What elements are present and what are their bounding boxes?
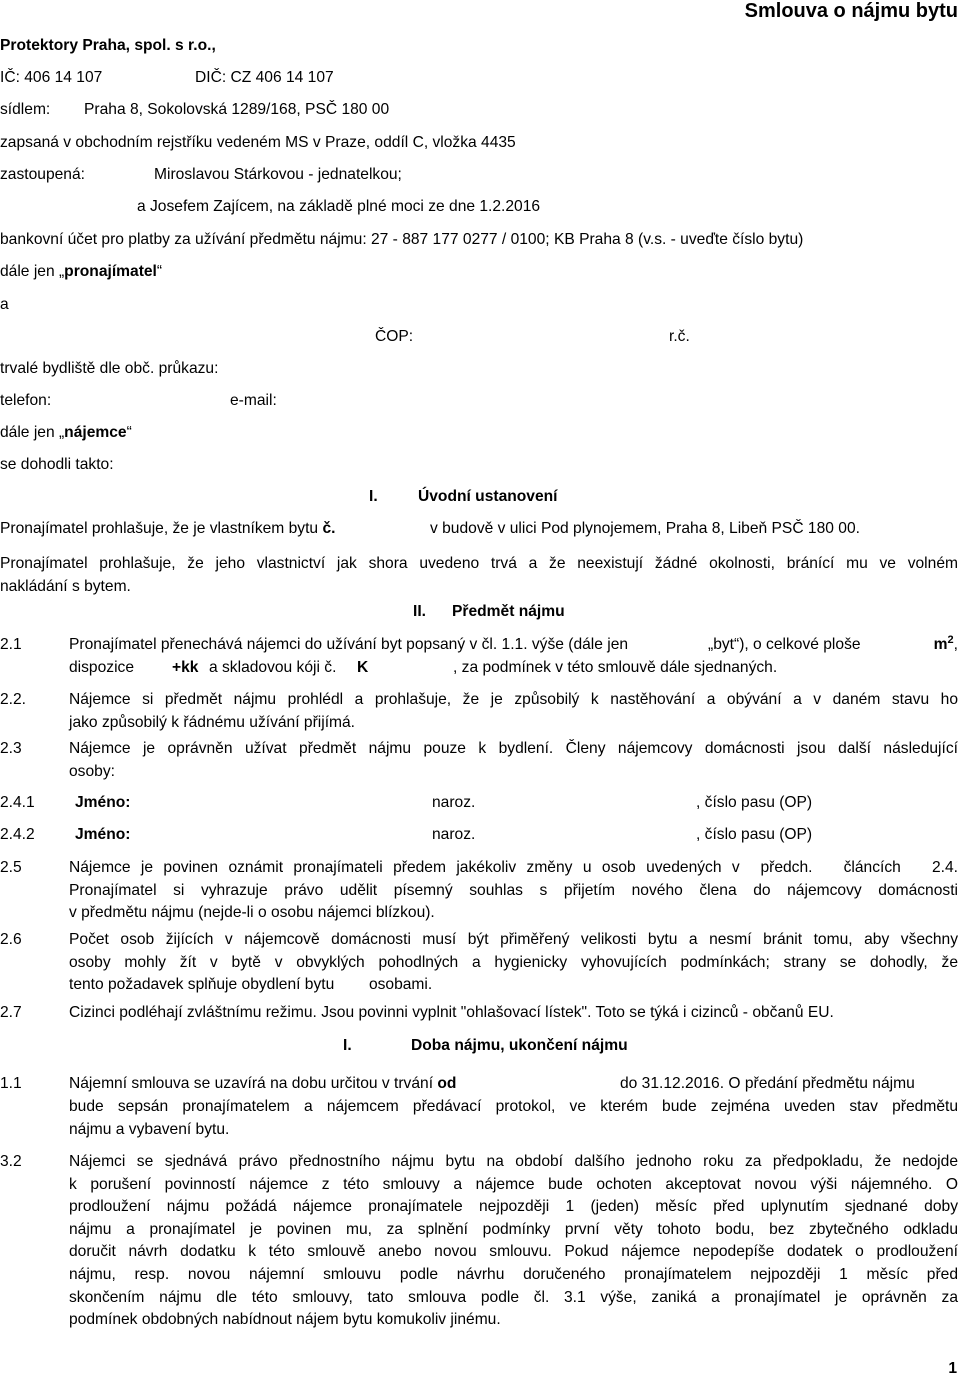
landlord-name: Protektory Praha, spol. s r.o., bbox=[0, 37, 216, 54]
section-2-number: II. bbox=[413, 603, 426, 620]
role-close-quote: “ bbox=[156, 263, 163, 280]
agreed-text: se dohodli takto: bbox=[0, 456, 114, 473]
clause-2-4-1-passport-label: , číslo pasu (OP) bbox=[696, 794, 813, 811]
role-name: pronajímatel bbox=[64, 263, 157, 280]
clause-2-1: 2.1 Pronajímatel přenechává nájemci do užívání byt popsaný v čl. 1.1. výše (dále jen „byt“), o celkové ploše $m^2$, dispozice +kk a skladovou kóji č. K , za podmínek v této smlouvě dále sjednaných. bbox=[0, 634, 958, 676]
clause-2-4-2-born-label: naroz. bbox=[432, 826, 476, 843]
clause-2-4-1-born-label: naroz. bbox=[432, 794, 476, 811]
tenant-role bbox=[0, 422, 132, 445]
section-1-number: I. bbox=[369, 488, 378, 505]
tenant-email-label: e-mail: bbox=[230, 392, 277, 409]
landlord-rep1: Miroslavou Stárkovou - jednatelkou; bbox=[154, 166, 402, 183]
section-2-title: Předmět nájmu bbox=[452, 603, 565, 620]
section-3-number: I. bbox=[343, 1037, 352, 1054]
role-name: nájemce bbox=[64, 424, 127, 441]
clause-3-2-body: Nájemci se sjednává právo přednostního nájmu bytu na období dalšího jednoho roku za předpokladu, že nedojde k porušení povinností nájemce z této smlouvy a nájemce bude ochoten akceptovat novou výši nájemného. O prodloužení nájmu požádá nájemce pronajímatele nejpozději 1 (jeden) měsíc před uplynutím sjednané doby nájmu a pronajímatel je povinen mu, za splnění podmínky první věty tohoto bodu, bez zbytečného odkladu doručit návrh dodatku k této smlouvě anebo novou smlouvu. Pokud nájemce nepodepíše dodatek o prodloužení nájmu, resp. novou nájemní smlouvu podle návrhu doručeného pronajímatelem nejpozději 1 měsíc před skončením nájmu dle této smlouvy, tato smlouva podle čl. 3.1 výše, zaniká a pronajímatel je oprávněn za podmínek obdobných nabídnout nájem bytu komukoliv jinému. bbox=[69, 1153, 958, 1329]
tenant-address-label: trvalé bydliště dle obč. průkazu: bbox=[0, 360, 219, 377]
intro-paragraph-1-address: v budově v ulici Pod plynojemem, Praha 8, Libeň PSČ 180 00. bbox=[430, 520, 860, 537]
landlord-rep2: a Josefem Zajícem, na základě plné moci ze dne 1.2.2016 bbox=[137, 198, 541, 215]
clause-2-4-1-name-label: Jméno: bbox=[75, 794, 131, 811]
clause-2-4-2-number: 2.4.2 bbox=[0, 826, 35, 843]
role-close-quote: “ bbox=[126, 424, 132, 441]
tenant-cop-label: ČOP: bbox=[375, 328, 414, 345]
tenant-rc-label: r.č. bbox=[669, 328, 690, 345]
section-3-title: Doba nájmu, ukončení nájmu bbox=[411, 1037, 628, 1054]
clause-2-4-2-name-label: Jméno: bbox=[75, 826, 131, 843]
role-open-quote: „ bbox=[58, 263, 65, 280]
landlord-seat: Praha 8, Sokolovská 1289/168, PSČ 180 00 bbox=[84, 101, 390, 118]
clause-2-4-2-passport-label: , číslo pasu (OP) bbox=[696, 826, 813, 843]
landlord-role bbox=[0, 261, 162, 284]
page-number: 1 bbox=[948, 1360, 957, 1377]
landlord-seat-label: sídlem: bbox=[0, 101, 51, 118]
landlord-ico: IČ: 406 14 107 bbox=[0, 69, 103, 86]
intro-paragraph-2: Pronajímatel prohlašuje, že jeho vlastnictví jak shora uvedeno trvá a že neexistují žádné okolnosti, bránící mu ve volném nakládání s bytem. bbox=[0, 555, 958, 595]
tenant-phone-label: telefon: bbox=[0, 392, 52, 409]
landlord-dic: DIČ: CZ 406 14 107 bbox=[195, 69, 334, 86]
document-title: Smlouva o nájmu bytu bbox=[744, 0, 958, 22]
role-open-quote: „ bbox=[58, 424, 65, 441]
landlord-bank-account: bankovní účet pro platby za užívání předmětu nájmu: 27 - 887 177 0277 / 0100; KB Praha 8 (v.s. - uveďte číslo bytu) bbox=[0, 231, 804, 248]
role-prefix: dále jen bbox=[0, 424, 59, 441]
role-prefix: dále jen bbox=[0, 263, 59, 280]
intro-paragraph-1: Pronajímatel prohlašuje, že je vlastníkem bytu č. bbox=[0, 520, 336, 537]
landlord-registry: zapsaná v obchodním rejstříku vedeném MS v Praze, oddíl C, vložka 4435 bbox=[0, 134, 516, 151]
section-1-title: Úvodní ustanovení bbox=[418, 488, 558, 505]
clause-2-4-1-number: 2.4.1 bbox=[0, 794, 35, 811]
clause-1-1: 1.1 Nájemní smlouva se uzavírá na dobu určitou v trvání od do 31.12.2016. O předání předmětu nájmu bude sepsán pronajímatelem a nájemcem předávací protokol, ve kterém bude zejména uveden stav předmětu nájmu a vybavení bytu. bbox=[0, 1075, 958, 1138]
landlord-rep-label: zastoupená: bbox=[0, 166, 85, 183]
and-separator: a bbox=[0, 296, 9, 313]
